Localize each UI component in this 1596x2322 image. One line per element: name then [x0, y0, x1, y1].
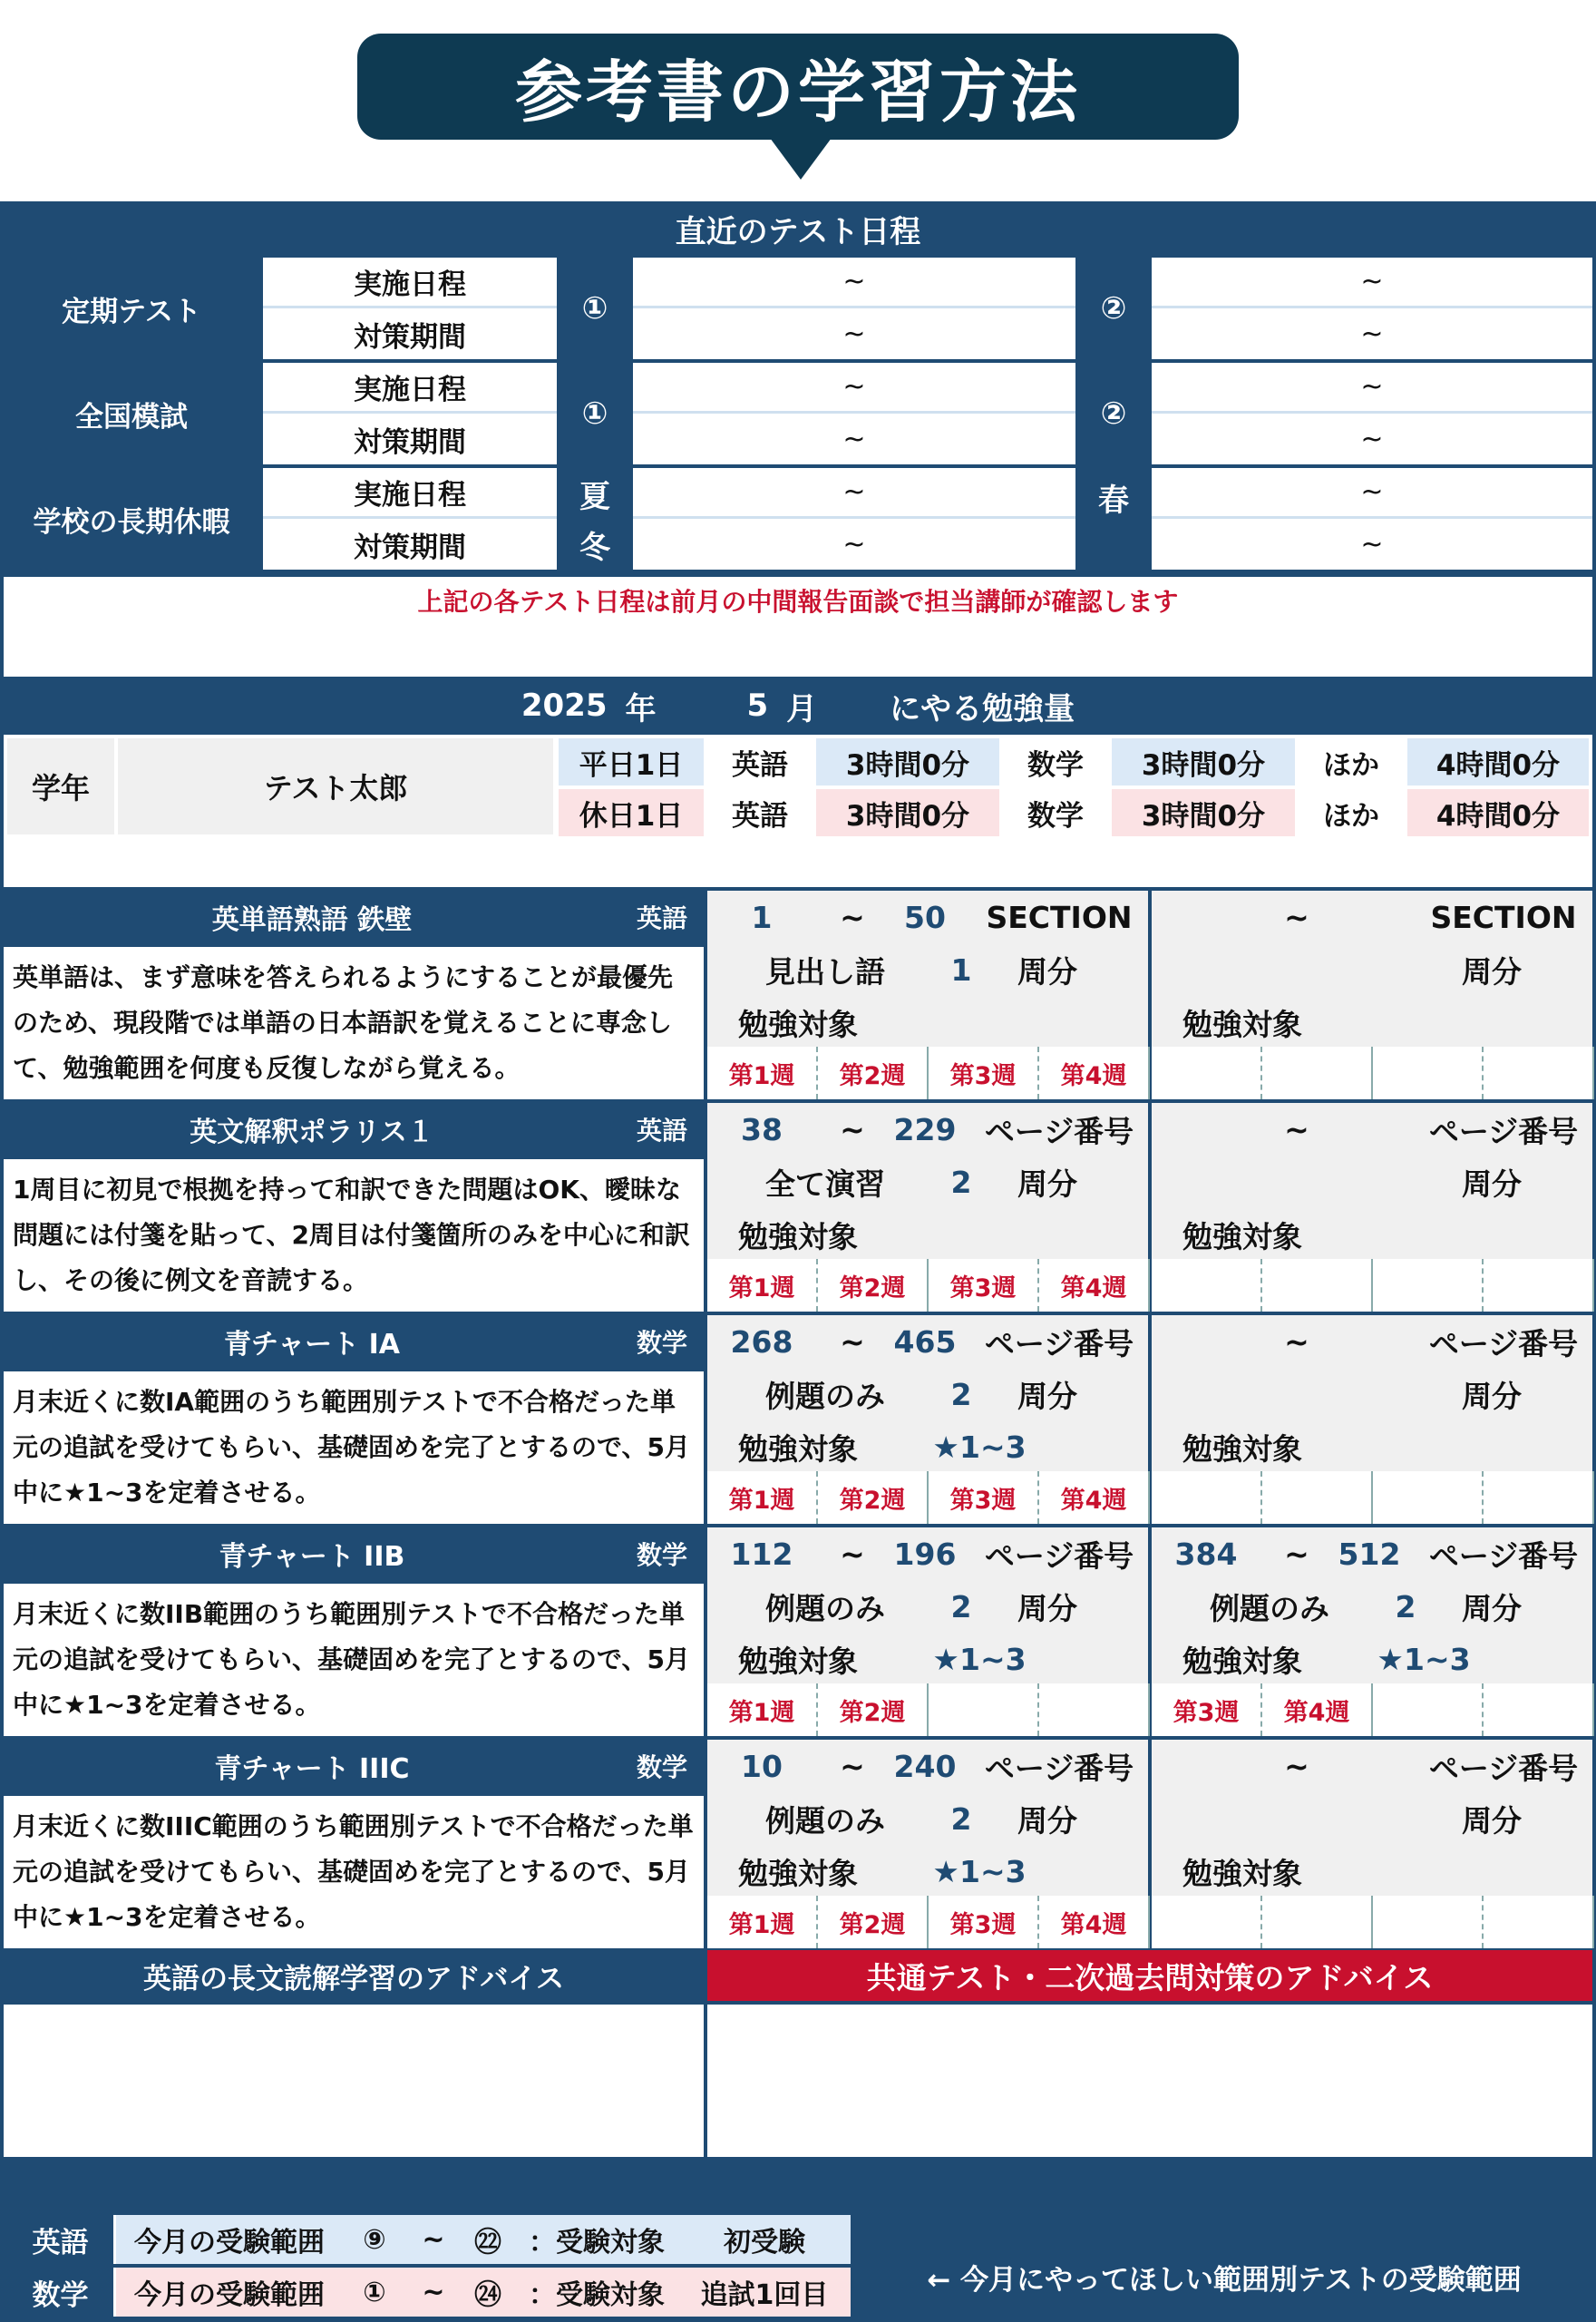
- exam-target-label: ：受験対象: [515, 2215, 678, 2264]
- date-range-field[interactable]: ~: [633, 363, 1075, 414]
- schedule-sub-label: 実施日程: [263, 258, 557, 308]
- range-from[interactable]: 384: [1174, 1536, 1238, 1572]
- target-label: 勉強対象: [1182, 1430, 1302, 1467]
- date-range-field[interactable]: ~: [633, 308, 1075, 359]
- study-method[interactable]: 見出し語: [765, 953, 885, 990]
- target-label: 勉強対象: [738, 1218, 858, 1254]
- day-type-label: 平日1日: [559, 738, 704, 785]
- range-from[interactable]: 112: [730, 1536, 793, 1572]
- target-value[interactable]: [1333, 1845, 1514, 1898]
- week-cell[interactable]: [1373, 1047, 1484, 1099]
- range-tilde: ~: [840, 1323, 865, 1360]
- range-unit: ページ番号: [984, 1113, 1134, 1149]
- week-cell[interactable]: [1262, 1259, 1373, 1312]
- range-to[interactable]: 512: [1338, 1536, 1401, 1572]
- range-unit: ページ番号: [984, 1537, 1134, 1574]
- lap-unit: 周分: [1017, 1378, 1077, 1414]
- schedule-sub-label: 実施日程: [263, 363, 557, 414]
- week-cell[interactable]: [1484, 1896, 1594, 1948]
- lap-count[interactable]: 1: [950, 951, 972, 988]
- week-cell[interactable]: 第2週: [818, 1896, 929, 1948]
- study-month: 5: [746, 688, 769, 724]
- week-cell[interactable]: [1373, 1259, 1484, 1312]
- schedule-row-label: 全国模試: [4, 363, 259, 464]
- study-time[interactable]: 3時間0分: [816, 789, 999, 836]
- target-label: 勉強対象: [1182, 1218, 1302, 1254]
- target-label: 勉強対象: [738, 1006, 858, 1042]
- study-suffix: にやる勉強量: [890, 690, 1075, 727]
- schedule-note-area: [4, 577, 1592, 677]
- range-tilde: ~: [840, 899, 865, 935]
- study-time[interactable]: 3時間0分: [816, 738, 999, 785]
- range-to[interactable]: [1324, 891, 1415, 943]
- lap-unit: 周分: [1017, 1802, 1077, 1839]
- range-to[interactable]: [1324, 1103, 1415, 1156]
- date-range-field[interactable]: ~: [633, 519, 1075, 570]
- advice-left-body[interactable]: [4, 2005, 704, 2157]
- exam-range-to[interactable]: ㉔: [461, 2268, 515, 2317]
- schedule-row-label: 学校の長期休暇: [4, 468, 259, 570]
- range-from[interactable]: 1: [751, 899, 773, 935]
- book-subject: 英語: [636, 1116, 687, 1146]
- target-label: 勉強対象: [1182, 1855, 1302, 1891]
- range-tilde: ~: [840, 1748, 865, 1784]
- week-cell[interactable]: [1152, 1047, 1262, 1099]
- book-name: 英文解釈ポラリス１: [190, 1117, 434, 1148]
- range-tilde: ~: [1284, 1748, 1309, 1784]
- grade-label: 学年: [7, 738, 114, 834]
- target-label: 勉強対象: [738, 1430, 858, 1467]
- book-note: [4, 1159, 704, 1312]
- schedule-sub-label: 対策期間: [263, 308, 557, 359]
- week-cell[interactable]: 第1週: [707, 1047, 818, 1099]
- lap-unit: 周分: [1017, 953, 1077, 990]
- range-from[interactable]: 10: [741, 1748, 783, 1784]
- student-name: テスト太郎: [118, 738, 553, 834]
- schedule-marker: ①: [560, 363, 629, 464]
- book-note-text: 月末近くに数IIIC範囲のうち範囲別テストで不合格だった単元の追試を受けてもらい、基礎固めを完了とするので、5月中に★1~3を定着させる。: [13, 1811, 694, 1932]
- study-time[interactable]: 4時間0分: [1407, 789, 1589, 836]
- book-note-text: 月末近くに数IIB範囲のうち範囲別テストで不合格だった単元の追試を受けてもらい、基礎固めを完了とするので、5月中に★1~3を定着させる。: [13, 1599, 690, 1720]
- exam-range-note: ← 今月にやってほしい範囲別テストの受験範囲: [927, 2263, 1522, 2297]
- week-cell[interactable]: [1484, 1259, 1594, 1312]
- schedule-marker: 夏: [560, 468, 629, 519]
- subject-label: ほか: [1297, 738, 1406, 785]
- study-month-unit: 月: [786, 690, 818, 727]
- book-note-text: 月末近くに数IA範囲のうち範囲別テストで不合格だった単元の追試を受けてもらい、基礎固めを完了とするので、5月中に★1~3を定着させる。: [13, 1387, 690, 1507]
- lap-count[interactable]: [1369, 943, 1442, 996]
- book-subject: 数学: [636, 1328, 687, 1358]
- schedule-sub-label: 対策期間: [263, 414, 557, 464]
- range-to[interactable]: [1324, 1315, 1415, 1368]
- study-method[interactable]: 例題のみ: [765, 1802, 885, 1839]
- week-cell[interactable]: 第3週: [929, 1047, 1039, 1099]
- range-to[interactable]: 240: [893, 1748, 957, 1784]
- date-range-field[interactable]: ~: [1152, 363, 1592, 414]
- schedule-sub-label: 対策期間: [263, 519, 557, 570]
- subject-label: 英語: [706, 738, 814, 785]
- book-name: 青チャート IA: [224, 1329, 400, 1361]
- day-type-label: 休日1日: [559, 789, 704, 836]
- book-name: 青チャート IIIC: [214, 1753, 410, 1785]
- range-from[interactable]: [1152, 1740, 1260, 1792]
- target-label: 勉強対象: [1182, 1006, 1302, 1042]
- exam-subject: 数学: [7, 2268, 116, 2317]
- schedule-marker: ②: [1079, 258, 1148, 359]
- exam-target-value[interactable]: 初受験: [678, 2215, 851, 2264]
- exam-range-tilde: ~: [406, 2268, 461, 2317]
- lap-unit: 周分: [1017, 1166, 1077, 1202]
- lap-count[interactable]: 2: [950, 1164, 972, 1200]
- week-cell[interactable]: [1373, 1683, 1484, 1736]
- week-cell[interactable]: 第4週: [1039, 1896, 1150, 1948]
- book-name: 青チャート IIB: [219, 1541, 405, 1573]
- book-name: 英単語熟語 鉄壁: [211, 904, 413, 936]
- study-method[interactable]: [1179, 1792, 1360, 1845]
- lap-unit: 周分: [1462, 1590, 1522, 1626]
- range-to[interactable]: 465: [893, 1323, 957, 1360]
- range-tilde: ~: [1284, 1536, 1309, 1572]
- range-unit: ページ番号: [1428, 1750, 1579, 1786]
- study-method[interactable]: [1179, 1368, 1360, 1420]
- exam-target-label: ：受験対象: [515, 2268, 678, 2317]
- lap-unit: 周分: [1462, 953, 1522, 990]
- target-value[interactable]: [889, 996, 1070, 1049]
- book-note: [4, 1796, 704, 1948]
- lap-count[interactable]: 2: [950, 1588, 972, 1624]
- schedule-note: 上記の各テスト日程は前月の中間報告面談で担当講師が確認します: [417, 587, 1179, 617]
- week-cell[interactable]: 第3週: [929, 1896, 1039, 1948]
- target-label: 勉強対象: [738, 1643, 858, 1679]
- week-cell[interactable]: 第1週: [707, 1471, 818, 1524]
- book-subject: 数学: [636, 1752, 687, 1782]
- week-cell[interactable]: 第4週: [1039, 1259, 1150, 1312]
- week-cell[interactable]: [1484, 1047, 1594, 1099]
- study-time[interactable]: 3時間0分: [1112, 738, 1295, 785]
- study-time[interactable]: 3時間0分: [1112, 789, 1295, 836]
- week-cell[interactable]: [1373, 1471, 1484, 1524]
- range-unit: ページ番号: [1428, 1537, 1579, 1574]
- exam-range-tilde: ~: [406, 2215, 461, 2264]
- subject-label: 数学: [1001, 789, 1110, 836]
- lap-count[interactable]: 2: [1395, 1588, 1416, 1624]
- week-cell[interactable]: [1039, 1683, 1150, 1736]
- week-cell[interactable]: [1262, 1047, 1373, 1099]
- range-unit: SECTION: [1430, 899, 1577, 935]
- week-cell[interactable]: 第1週: [707, 1896, 818, 1948]
- target-value[interactable]: ★1~3: [932, 1641, 1027, 1677]
- schedule-sub-label: 実施日程: [263, 468, 557, 519]
- advice-right-header: 共通テスト・二次過去問対策のアドバイス: [707, 1950, 1592, 2001]
- week-cell[interactable]: 第1週: [707, 1259, 818, 1312]
- week-cell[interactable]: 第4週: [1039, 1047, 1150, 1099]
- study-year-unit: 年: [625, 690, 657, 727]
- week-cell[interactable]: [1152, 1896, 1262, 1948]
- lap-unit: 周分: [1462, 1166, 1522, 1202]
- study-method[interactable]: 全て演習: [765, 1166, 885, 1202]
- week-cell[interactable]: [1484, 1471, 1594, 1524]
- target-value[interactable]: [1333, 996, 1514, 1049]
- range-to[interactable]: 196: [893, 1536, 957, 1572]
- advice-left-header: 英語の長文読解学習のアドバイス: [142, 1962, 565, 1995]
- book-subject: 数学: [636, 1540, 687, 1570]
- study-header: [4, 680, 1592, 731]
- range-tilde: ~: [1284, 1323, 1309, 1360]
- subject-label: ほか: [1297, 789, 1406, 836]
- target-label: 勉強対象: [1182, 1643, 1302, 1679]
- target-value[interactable]: ★1~3: [932, 1853, 1027, 1889]
- target-value[interactable]: [1333, 1420, 1514, 1473]
- lap-count[interactable]: [1369, 1368, 1442, 1420]
- exam-subject: 英語: [7, 2215, 116, 2264]
- week-cell[interactable]: 第3週: [929, 1471, 1039, 1524]
- book-subject: 英語: [636, 903, 687, 933]
- exam-range-to[interactable]: ㉒: [461, 2215, 515, 2264]
- week-cell[interactable]: [1373, 1896, 1484, 1948]
- page-title: 参考書の学習方法: [357, 34, 1239, 140]
- schedule-marker: ②: [1079, 363, 1148, 464]
- study-method[interactable]: [1179, 943, 1360, 996]
- week-cell[interactable]: 第2週: [818, 1259, 929, 1312]
- range-unit: ページ番号: [1428, 1113, 1579, 1149]
- advice-right-body[interactable]: [707, 2005, 1592, 2157]
- week-cell[interactable]: 第4週: [1262, 1683, 1373, 1736]
- range-unit: ページ番号: [984, 1325, 1134, 1361]
- lap-count[interactable]: [1369, 1792, 1442, 1845]
- schedule-marker: ①: [560, 258, 629, 359]
- date-range-field[interactable]: ~: [1152, 308, 1592, 359]
- date-range-field[interactable]: ~: [1152, 468, 1592, 519]
- schedule-marker: 冬: [560, 519, 629, 570]
- book-note: [4, 1371, 704, 1524]
- week-cell[interactable]: 第2週: [818, 1047, 929, 1099]
- week-cell[interactable]: [1262, 1471, 1373, 1524]
- lap-unit: 周分: [1017, 1590, 1077, 1626]
- range-tilde: ~: [840, 1111, 865, 1147]
- date-range-field[interactable]: ~: [1152, 414, 1592, 464]
- week-cell[interactable]: 第2週: [818, 1471, 929, 1524]
- date-range-field[interactable]: ~: [633, 468, 1075, 519]
- range-to[interactable]: 50: [904, 899, 946, 935]
- date-range-field[interactable]: ~: [633, 258, 1075, 308]
- book-note-text: 1周目に初見で根拠を持って和訳できた問題はOK、曖昧な問題には付箋を貼って、2周目は付箋箇所のみを中心に和訳し、その後に例文を音読する。: [13, 1175, 690, 1295]
- study-time[interactable]: 4時間0分: [1407, 738, 1589, 785]
- book-note: [4, 947, 704, 1099]
- range-unit: ページ番号: [984, 1750, 1134, 1786]
- book-note: [4, 1584, 704, 1736]
- range-from[interactable]: [1152, 1103, 1260, 1156]
- range-unit: SECTION: [986, 899, 1133, 935]
- exam-range-from[interactable]: ①: [343, 2268, 406, 2317]
- book-note-text: 英単語は、まず意味を答えられるようにすることが最優先のため、現段階では単語の日本語訳を覚えることに専念して、勉強範囲を何度も反復しながら覚える。: [13, 962, 674, 1083]
- exam-range-from[interactable]: ⑨: [343, 2215, 406, 2264]
- range-from[interactable]: [1152, 891, 1260, 943]
- range-from[interactable]: 38: [741, 1111, 783, 1147]
- week-cell[interactable]: 第2週: [818, 1683, 929, 1736]
- study-year: 2025: [521, 688, 608, 724]
- week-cell[interactable]: [1484, 1683, 1594, 1736]
- date-range-field[interactable]: ~: [1152, 258, 1592, 308]
- range-tilde: ~: [840, 1536, 865, 1572]
- week-cell[interactable]: [929, 1683, 1039, 1736]
- range-from[interactable]: [1152, 1315, 1260, 1368]
- range-tilde: ~: [1284, 1111, 1309, 1147]
- schedule-marker: 春: [1079, 468, 1148, 570]
- range-to[interactable]: [1324, 1740, 1415, 1792]
- exam-range-label: 今月の受験範囲: [116, 2215, 343, 2264]
- schedule-header: 直近のテスト日程: [675, 213, 921, 250]
- target-value[interactable]: ★1~3: [1377, 1641, 1471, 1677]
- target-value[interactable]: ★1~3: [932, 1429, 1027, 1465]
- week-cell[interactable]: 第3週: [929, 1259, 1039, 1312]
- range-to[interactable]: 229: [893, 1111, 957, 1147]
- lap-count[interactable]: 2: [950, 1800, 972, 1837]
- lap-unit: 周分: [1462, 1802, 1522, 1839]
- date-range-field[interactable]: ~: [633, 414, 1075, 464]
- subject-label: 数学: [1001, 738, 1110, 785]
- title-pointer: [770, 138, 832, 180]
- week-cell[interactable]: 第3週: [1152, 1683, 1262, 1736]
- date-range-field[interactable]: ~: [1152, 519, 1592, 570]
- target-value[interactable]: [889, 1208, 1070, 1261]
- week-cell[interactable]: [1152, 1471, 1262, 1524]
- range-unit: ページ番号: [1428, 1325, 1579, 1361]
- study-method[interactable]: 例題のみ: [1210, 1590, 1329, 1626]
- lap-count[interactable]: 2: [950, 1376, 972, 1412]
- target-label: 勉強対象: [738, 1855, 858, 1891]
- week-cell[interactable]: [1152, 1259, 1262, 1312]
- week-cell[interactable]: 第4週: [1039, 1471, 1150, 1524]
- target-value[interactable]: [1333, 1208, 1514, 1261]
- lap-count[interactable]: [1369, 1156, 1442, 1208]
- schedule-row-label: 定期テスト: [4, 258, 259, 359]
- lap-unit: 周分: [1462, 1378, 1522, 1414]
- study-method[interactable]: [1179, 1156, 1360, 1208]
- exam-range-label: 今月の受験範囲: [116, 2268, 343, 2317]
- study-method[interactable]: 例題のみ: [765, 1378, 885, 1414]
- week-cell[interactable]: [1262, 1896, 1373, 1948]
- study-method[interactable]: 例題のみ: [765, 1590, 885, 1626]
- exam-target-value[interactable]: 追試1回目: [678, 2268, 851, 2317]
- subject-label: 英語: [706, 789, 814, 836]
- range-from[interactable]: 268: [730, 1323, 793, 1360]
- range-tilde: ~: [1284, 899, 1309, 935]
- week-cell[interactable]: 第1週: [707, 1683, 818, 1736]
